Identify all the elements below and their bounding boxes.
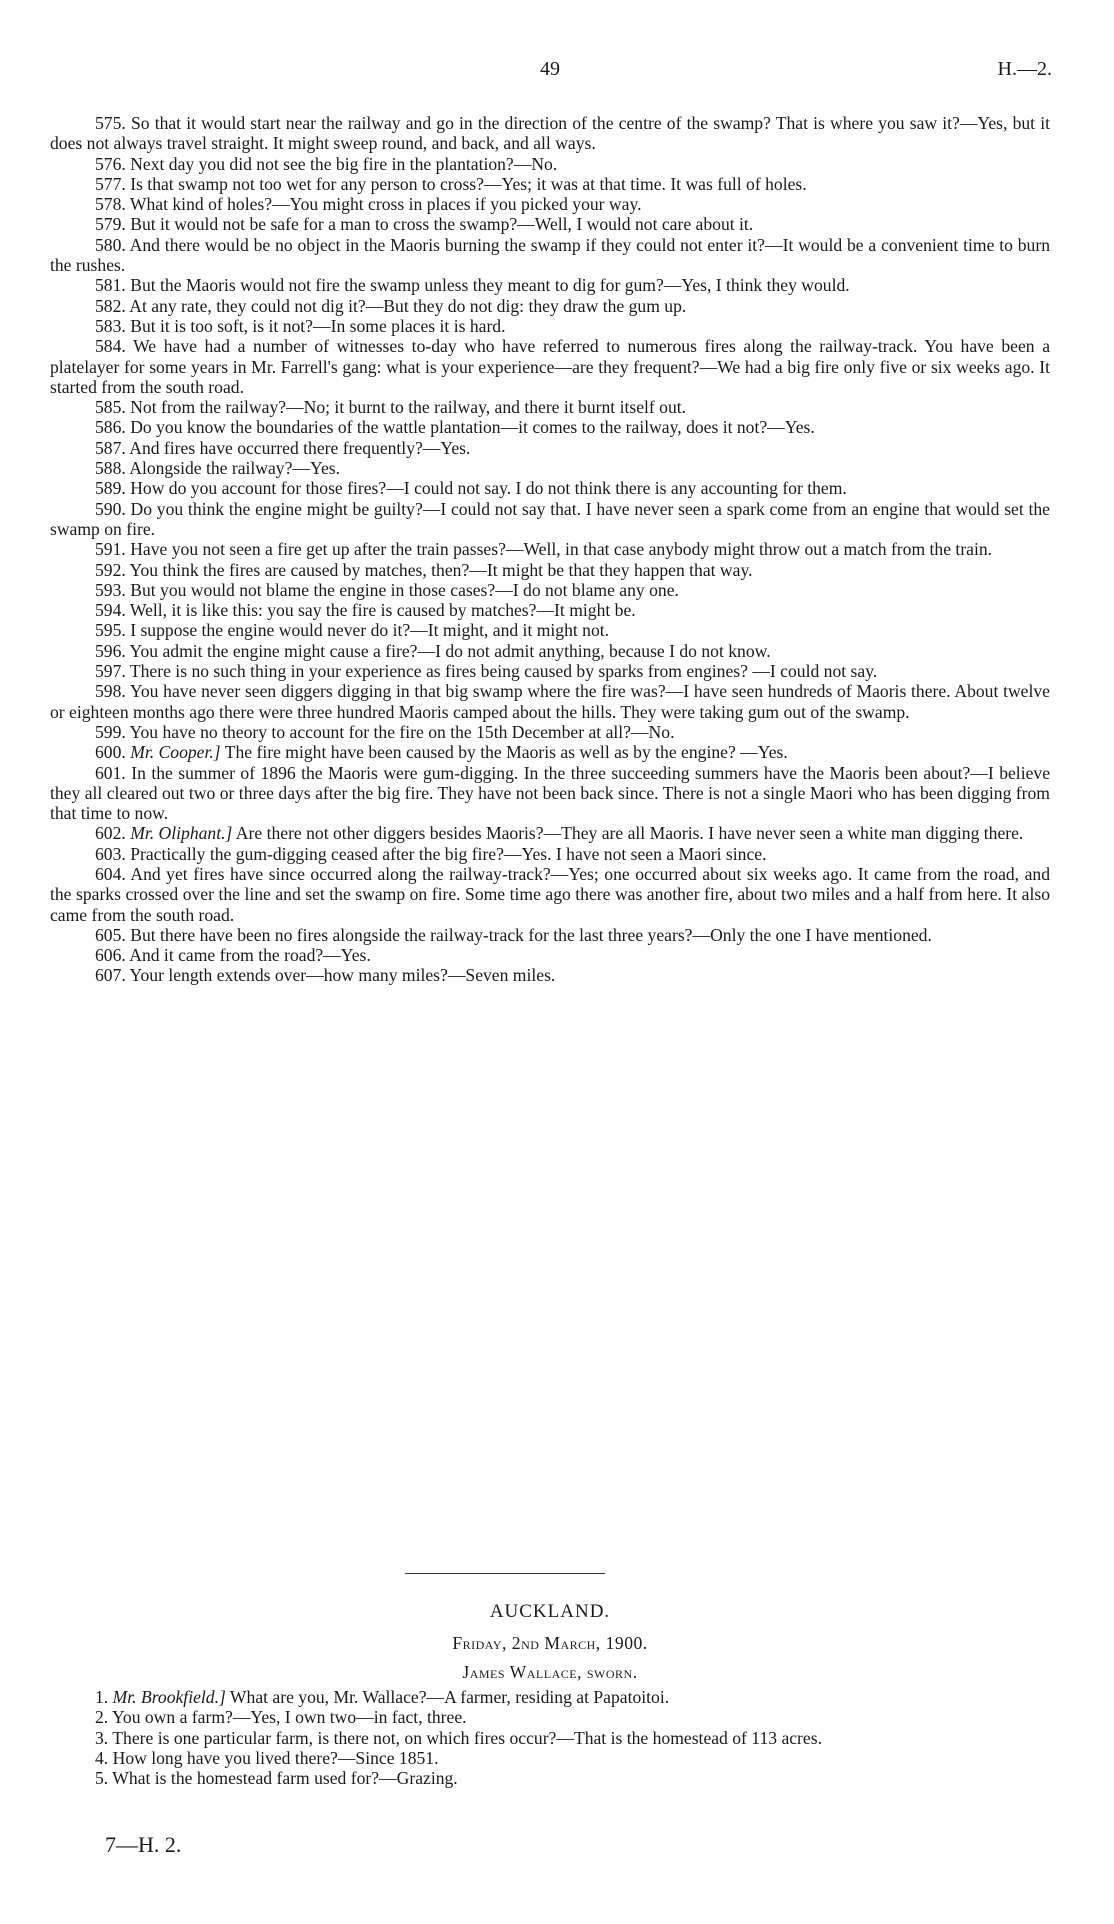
paragraph-number: 585. <box>95 397 126 418</box>
testimony-paragraph <box>50 478 1050 498</box>
paragraph-number: 583. <box>95 315 126 336</box>
paragraph-text: Do you think the engine might be guilty?—I could not say that. I have never seen a spark come from an engine that would set the swamp on fire. <box>50 498 1050 539</box>
paragraph-number: 586. <box>95 417 126 438</box>
paragraph-number: 581. <box>95 275 126 296</box>
paragraph-text: And yet fires have since occurred along the railway-track?—Yes; one occurred about six weeks ago. It came from the road, and the sparks crossed over the line and set the swamp on fire. Some time ago there was another fire, about two miles and a half from here. It also came from the south road. <box>50 863 1050 925</box>
section-date: Friday, 2nd March, 1900. <box>452 1633 648 1653</box>
paragraph-text: And fires have occurred there frequently?—Yes. <box>129 437 471 458</box>
paragraph-text: Well, it is like this: you say the fire is caused by matches?—It might be. <box>129 600 636 621</box>
testimony-paragraph <box>50 438 1050 458</box>
paragraph-text: Alongside the railway?—Yes. <box>129 458 341 479</box>
paragraph-text: How do you account for those fires?—I could not say. I do not think there is any accounting for them. <box>130 478 847 499</box>
paragraph-number: 587. <box>95 437 126 458</box>
paragraph-text: Is that swamp not too wet for any person to cross?—Yes; it was at that time. It was full of holes. <box>130 173 807 194</box>
paragraph-number: 1. <box>95 1687 109 1707</box>
testimony-body <box>50 113 1050 986</box>
testimony-paragraph <box>50 844 1050 864</box>
paragraph-number: 576. <box>95 153 126 174</box>
paragraph-number: 600. <box>95 742 126 763</box>
paragraph-text: Not from the railway?—No; it burnt to the railway, and there it burnt itself out. <box>130 397 687 418</box>
testimony-paragraph <box>50 499 1050 540</box>
testimony-paragraph <box>50 742 1050 762</box>
paragraph-text: But it is too soft, is it not?—In some places it is hard. <box>130 315 506 336</box>
testimony-paragraph <box>50 661 1050 681</box>
printer-signature: 7—H. 2. <box>105 1832 182 1857</box>
paragraph-number: 595. <box>95 620 126 641</box>
paragraph-number: 598. <box>95 681 126 702</box>
paragraph-text: There is no such thing in your experience as fires being caused by sparks from engines? —I could not say. <box>129 661 878 682</box>
paragraph-text: And there would be no object in the Maoris burning the swamp if they could not enter it?—It would be a convenient time to burn the rushes. <box>50 234 1050 276</box>
paragraph-number: 606. <box>95 945 126 966</box>
paragraph-number: 607. <box>95 965 126 986</box>
paragraph-text: The fire might have been caused by the Maoris as well as by the engine? —Yes. <box>224 742 788 763</box>
paragraph-number: 579. <box>95 214 126 235</box>
testimony-paragraph <box>50 864 1050 925</box>
paragraph-number: 4. <box>95 1747 109 1768</box>
testimony-paragraph <box>50 560 1050 580</box>
paragraph-text: Do you know the boundaries of the wattle plantation—it comes to the railway, does it not?—Yes. <box>130 417 815 438</box>
paragraph-text: In the summer of 1896 the Maoris were gum-digging. In the three succeeding summers have the Maoris been about?—I believe they all cleared out two or three days after the big fire. They have not been back since. There is not a single Maori who has been digging from that time to now. <box>50 762 1051 824</box>
testimony-paragraph <box>50 620 1050 640</box>
paragraph-text: You admit the engine might cause a fire?—I do not admit anything, because I do not know. <box>129 640 771 661</box>
paragraph-text: And it came from the road?—Yes. <box>129 945 371 966</box>
testimony-paragraph <box>50 214 1050 234</box>
testimony-paragraph <box>50 316 1050 336</box>
speaker-name: Mr. Brookfield.] <box>112 1687 226 1707</box>
paragraph-number: 590. <box>95 498 126 519</box>
paragraph-number: 589. <box>95 478 126 499</box>
paragraph-text: Your length extends over—how many miles?—Seven miles. <box>129 965 556 986</box>
paragraph-number: 605. <box>95 924 126 945</box>
testimony-paragraph <box>50 174 1050 194</box>
testimony-paragraph <box>50 113 1050 154</box>
testimony-paragraph <box>50 1748 1050 1768</box>
testimony-paragraph <box>50 580 1050 600</box>
testimony-paragraph <box>50 1728 1050 1748</box>
testimony-paragraph <box>50 722 1050 742</box>
paragraph-text: How long have you lived there?—Since 1851. <box>112 1747 439 1768</box>
paragraph-number: 599. <box>95 721 126 742</box>
paragraph-text: I suppose the engine would never do it?—It might, and it might not. <box>130 620 610 641</box>
paragraph-text: Are there not other diggers besides Maoris?—They are all Maoris. I have never seen a white man digging there. <box>235 823 1024 844</box>
speaker-name: Mr. Cooper.] <box>130 742 221 763</box>
testimony-paragraph <box>50 823 1050 843</box>
paragraph-number: 594. <box>95 600 126 621</box>
paragraph-number: 3. <box>95 1727 109 1748</box>
paragraph-text: So that it would start near the railway and go in the direction of the centre of the swamp? That is where you saw it?—Yes, but it does not always travel straight. It might sweep round, and back, and all ways. <box>50 113 1050 154</box>
paragraph-number: 578. <box>95 194 126 215</box>
paragraph-number: 2. <box>95 1707 109 1728</box>
document-reference: H.—2. <box>997 58 1052 80</box>
paragraph-number: 580. <box>95 234 126 255</box>
paragraph-text: But there have been no fires alongside the railway-track for the last three years?—Only the one I have mentioned. <box>130 924 932 945</box>
testimony-paragraph <box>50 397 1050 417</box>
testimony-paragraph <box>50 600 1050 620</box>
paragraph-text: There is one particular farm, is there not, on which fires occur?—That is the homestead of 113 acres. <box>112 1727 822 1748</box>
paragraph-text: You own a farm?—Yes, I own two—in fact, three. <box>111 1707 467 1728</box>
testimony-paragraph <box>50 763 1050 824</box>
paragraph-number: 591. <box>95 539 126 560</box>
testimony-paragraph <box>50 925 1050 945</box>
testimony-paragraph <box>50 275 1050 295</box>
paragraph-text: You have never seen diggers digging in that big swamp where the fire was?—I have seen hundreds of Maoris there. About twelve or eighteen months ago there were three hundred Maoris camped about the hills. They were taking gum out of the swamp. <box>50 681 1050 722</box>
testimony-paragraph <box>50 417 1050 437</box>
paragraph-text: What kind of holes?—You might cross in places if you picked your way. <box>129 194 642 215</box>
paragraph-text: At any rate, they could not dig it?—But they do not dig: they draw the gum up. <box>129 295 687 316</box>
paragraph-number: 593. <box>95 579 126 600</box>
paragraph-text: What are you, Mr. Wallace?—A farmer, residing at Papatoitoi. <box>229 1687 670 1707</box>
testimony-paragraph <box>50 945 1050 965</box>
testimony-paragraph <box>50 296 1050 316</box>
testimony-paragraph <box>50 539 1050 559</box>
paragraph-number: 588. <box>95 458 126 479</box>
testimony-paragraph <box>50 1768 1050 1788</box>
speaker-name: Mr. Oliphant.] <box>130 823 233 844</box>
paragraph-number: 597. <box>95 661 126 682</box>
testimony-paragraph <box>50 235 1050 276</box>
paragraph-text: We have had a number of witnesses to-day who have referred to numerous fires along the railway-track. You have been a platelayer for some years in Mr. Farrell's gang: what is your experience—are they frequent?—We had a big fire only five or six weeks ago. It started from the south road. <box>50 336 1050 397</box>
paragraph-text: What is the homestead farm used for?—Grazing. <box>112 1768 458 1789</box>
paragraph-number: 601. <box>95 762 126 783</box>
testimony-paragraph <box>50 681 1050 722</box>
testimony-paragraph <box>50 965 1050 985</box>
testimony-paragraph <box>50 1687 1050 1707</box>
witness-line: James Wallace, sworn. <box>462 1662 638 1682</box>
paragraph-number: 584. <box>95 336 126 357</box>
paragraph-number: 577. <box>95 173 126 194</box>
testimony-paragraph <box>50 154 1050 174</box>
paragraph-text: You have no theory to account for the fire on the 15th December at all?—No. <box>129 721 675 742</box>
testimony-paragraph <box>50 641 1050 661</box>
section-divider <box>405 1573 605 1574</box>
paragraph-number: 5. <box>95 1768 109 1789</box>
paragraph-text: But the Maoris would not fire the swamp unless they meant to dig for gum?—Yes, I think they would. <box>130 275 850 296</box>
page-number: 49 <box>540 58 560 80</box>
section-title: AUCKLAND. <box>489 1601 611 1622</box>
paragraph-number: 602. <box>95 823 126 844</box>
testimony-paragraph <box>50 336 1050 397</box>
testimony-body-2 <box>50 1687 1050 1788</box>
paragraph-text: But you would not blame the engine in those cases?—I do not blame any one. <box>130 579 679 600</box>
testimony-paragraph <box>50 458 1050 478</box>
paragraph-text: Next day you did not see the big fire in the plantation?—No. <box>130 153 558 174</box>
paragraph-number: 575. <box>95 113 126 133</box>
testimony-paragraph <box>50 1707 1050 1727</box>
paragraph-number: 592. <box>95 559 126 580</box>
testimony-paragraph <box>50 194 1050 214</box>
paragraph-number: 596. <box>95 640 126 661</box>
paragraph-number: 603. <box>95 843 126 864</box>
paragraph-text: Have you not seen a fire get up after the train passes?—Well, in that case anybody might throw out a match from the train. <box>130 539 993 560</box>
paragraph-text: Practically the gum-digging ceased after the big fire?—Yes. I have not seen a Maori since. <box>130 843 767 864</box>
paragraph-text: But it would not be safe for a man to cross the swamp?—Well, I would not care about it. <box>130 214 754 235</box>
paragraph-number: 604. <box>95 863 126 884</box>
page-header <box>0 58 1114 88</box>
paragraph-text: You think the fires are caused by matches, then?—It might be that they happen that way. <box>129 559 753 580</box>
paragraph-number: 582. <box>95 295 126 316</box>
